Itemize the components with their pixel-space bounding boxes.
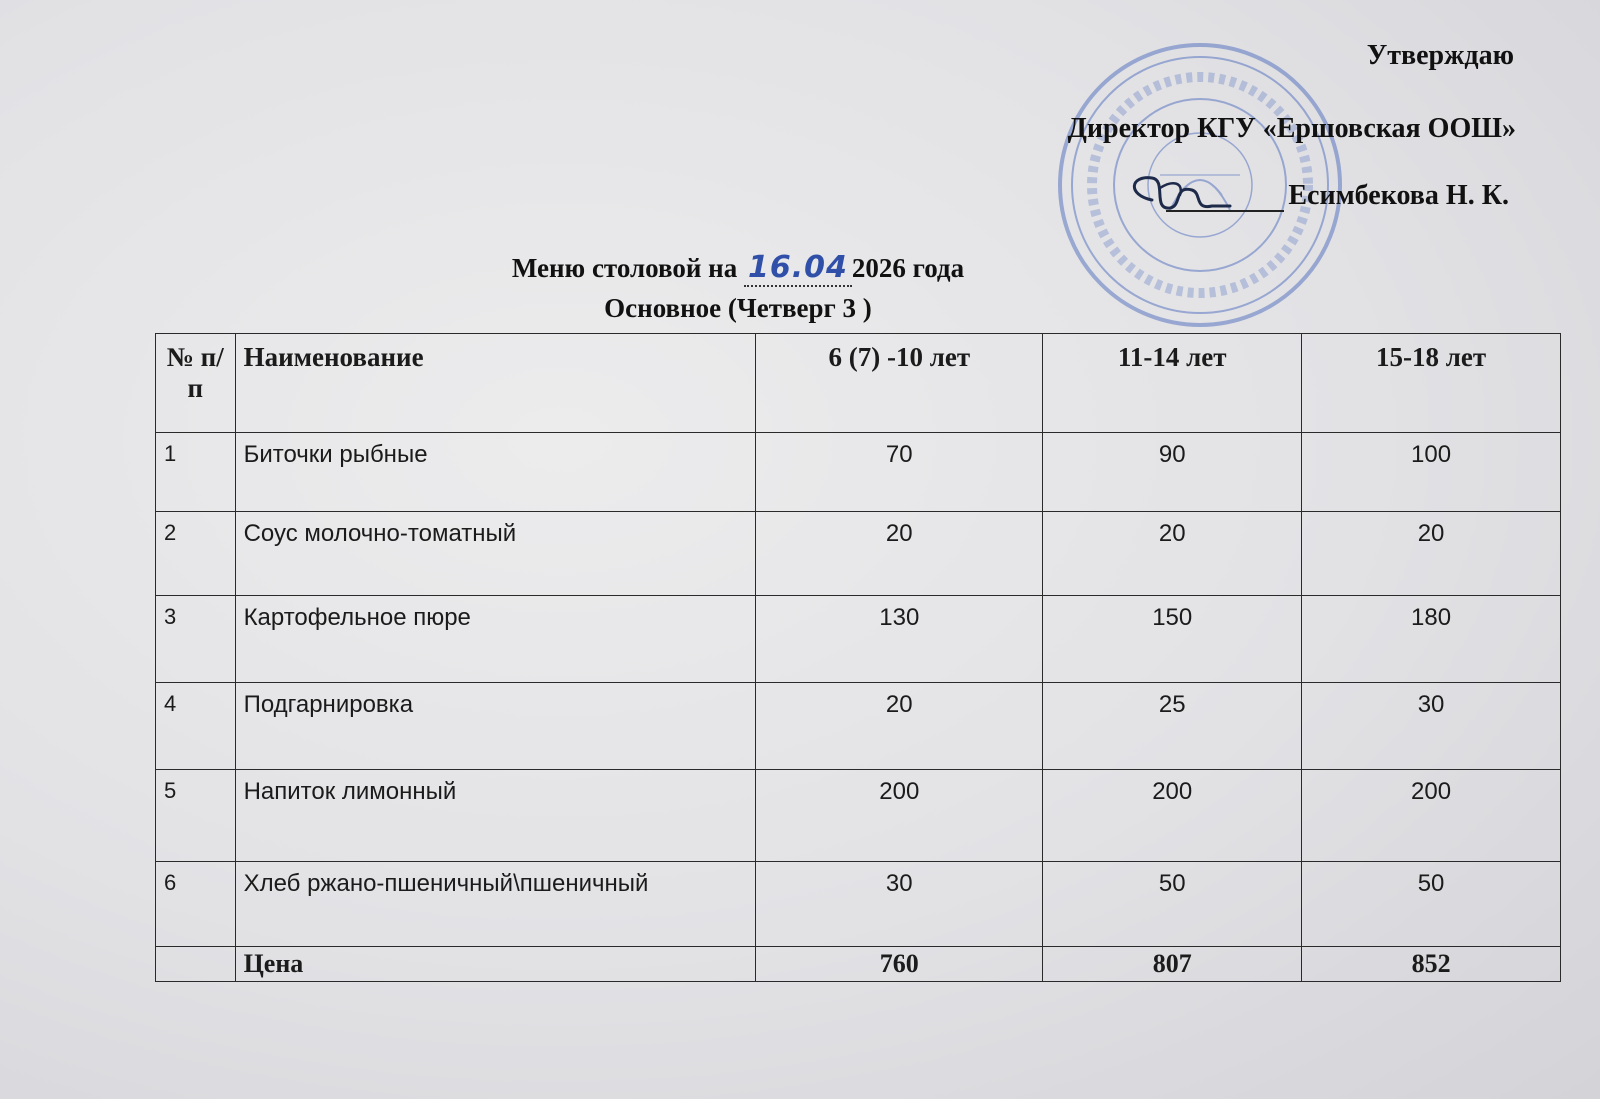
header-age-6-10: 6 (7) -10 лет <box>756 334 1043 433</box>
menu-subtitle: Основное (Четверг 3 ) <box>604 293 872 323</box>
portion-6-10: 70 <box>756 433 1043 512</box>
price-label: Цена <box>235 947 756 982</box>
dish-name: Напиток лимонный <box>235 770 756 862</box>
portion-15-18: 30 <box>1302 683 1561 770</box>
dish-name: Биточки рыбные <box>235 433 756 512</box>
table-row <box>156 770 1561 862</box>
table-row <box>156 512 1561 596</box>
portion-15-18: 50 <box>1302 862 1561 947</box>
menu-table <box>155 333 1561 982</box>
portion-6-10: 200 <box>756 770 1043 862</box>
row-num: 6 <box>156 862 236 947</box>
portion-15-18: 20 <box>1302 512 1561 596</box>
price-11-14: 807 <box>1043 947 1302 982</box>
portion-11-14: 50 <box>1043 862 1302 947</box>
portion-15-18: 180 <box>1302 596 1561 683</box>
row-num: 5 <box>156 770 236 862</box>
row-num: 4 <box>156 683 236 770</box>
handwritten-date: 16.04 <box>744 250 852 287</box>
director-title: Директор КГУ «Ершовская ООШ» <box>1067 113 1516 144</box>
title-suffix: 2026 года <box>851 253 965 283</box>
dish-name: Соус молочно-томатный <box>235 512 756 596</box>
portion-11-14: 20 <box>1043 512 1302 596</box>
portion-6-10: 130 <box>756 596 1043 683</box>
signer-name: Есимбекова Н. К. <box>1288 180 1509 211</box>
header-age-11-14: 11-14 лет <box>1043 334 1302 433</box>
table-header-row <box>156 334 1561 433</box>
portion-11-14: 90 <box>1043 433 1302 512</box>
portion-15-18: 100 <box>1302 433 1561 512</box>
header-name: Наименование <box>235 334 756 433</box>
dish-name: Картофельное пюре <box>235 596 756 683</box>
row-num: 2 <box>156 512 236 596</box>
header-num: № п/п <box>156 334 236 433</box>
approval-heading: Утверждаю <box>1366 40 1514 71</box>
dish-name: Хлеб ржано-пшеничный\пшеничный <box>235 862 756 947</box>
header-age-15-18: 15-18 лет <box>1302 334 1561 433</box>
portion-6-10: 20 <box>756 683 1043 770</box>
row-num: 3 <box>156 596 236 683</box>
table-row <box>156 596 1561 683</box>
portion-6-10: 30 <box>756 862 1043 947</box>
row-num: 1 <box>156 433 236 512</box>
title-prefix: Меню столовой на <box>511 253 738 283</box>
price-row-empty-cell <box>156 947 236 982</box>
table-row <box>156 862 1561 947</box>
portion-11-14: 150 <box>1043 596 1302 683</box>
price-6-10: 760 <box>756 947 1043 982</box>
dish-name: Подгарнировка <box>235 683 756 770</box>
table-row <box>156 433 1561 512</box>
portion-15-18: 200 <box>1302 770 1561 862</box>
handwritten-signature <box>1122 160 1232 230</box>
price-row <box>156 947 1561 982</box>
menu-title <box>0 250 1538 287</box>
portion-11-14: 200 <box>1043 770 1302 862</box>
price-15-18: 852 <box>1302 947 1561 982</box>
table-row <box>156 683 1561 770</box>
portion-11-14: 25 <box>1043 683 1302 770</box>
portion-6-10: 20 <box>756 512 1043 596</box>
